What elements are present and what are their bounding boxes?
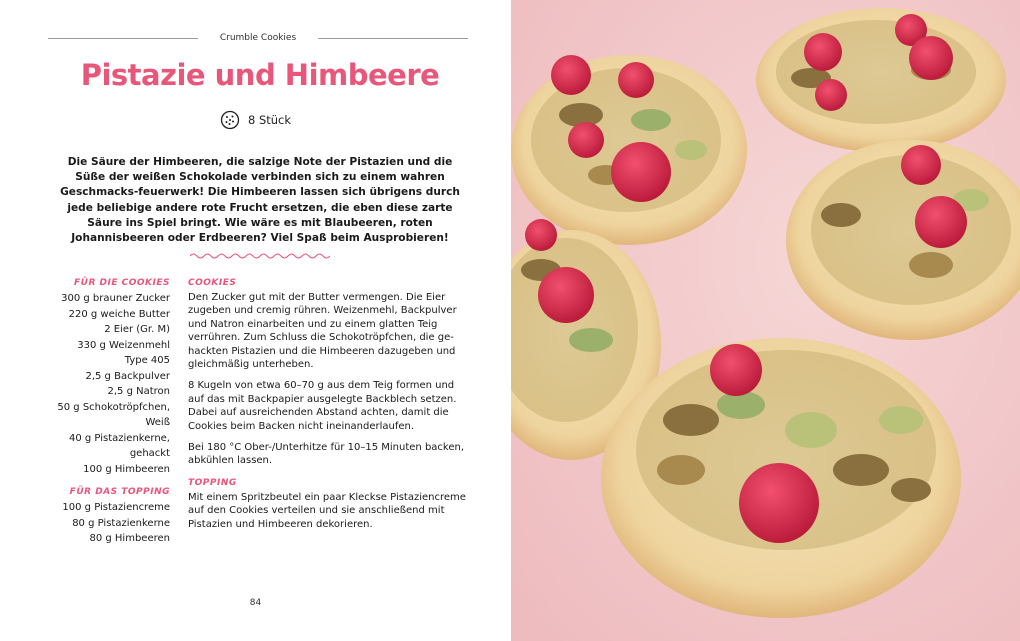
- ingredients-topping-heading: FÜR DAS TOPPING: [69, 487, 170, 497]
- method-topping-heading: TOPPING: [188, 477, 237, 488]
- ingredient-item: 2,5 g Natron: [107, 386, 170, 397]
- ingredient-item: 80 g Himbeeren: [89, 533, 170, 544]
- method-step: Den Zucker gut mit der Butter vermengen. Die Eier zugeben und cremig rühren. Weizenmehl, Backpulver und Natron einarbeiten und zu einem glatten Teig verrühren. Zum Schluss die Schokotröpfchen, die ge-hackten Pistazien und die Himbeeren dazugeben und gleichmäßig unterheben.: [188, 292, 457, 371]
- recipe-title: Pistazie und Himbeere: [80, 58, 440, 92]
- ingredient-item: 220 g weiche Butter: [68, 308, 170, 320]
- right-page-photo: [511, 0, 1020, 641]
- ingredient-item: 40 g Pistazienkerne,: [69, 432, 170, 444]
- ingredients-cookies: [48, 291, 170, 477]
- page-number: 84: [249, 598, 262, 608]
- running-head-rule-right: [318, 38, 468, 39]
- method-step: Mit einem Spritzbeutel ein paar Kleckse Pistaziencreme auf den Cookies verteilen und sie anschließend mit Pistazien und Himbeeren dekorieren.: [188, 491, 466, 530]
- cookie-top-left: [511, 55, 747, 245]
- intro-text: Die Säure der Himbeeren, die salzige Note der Pistazien und die Süße der weißen Schokolade verbinden sich zu einem wahren Geschmacks-feuerwerk! Die Himbeeren lassen sich übrigens durch jede beliebige andere rote Frucht ersetzen, die eben diese zarte Säure ins Spiel bringt. Wie wäre es mit Blaubeeren, roten Johannisbeeren oder Erdbeeren? Viel Spaß beim Ausprobieren!: [60, 156, 460, 245]
- ingredient-item: 100 g Himbeeren: [83, 463, 170, 475]
- ingredient-item: 330 g Weizenmehl: [77, 339, 170, 351]
- wave-divider: [190, 252, 330, 260]
- yield-info: [0, 110, 511, 130]
- running-head: [48, 30, 468, 46]
- running-head-rule-left: [48, 38, 198, 39]
- ingredient-item: 2,5 g Backpulver: [85, 370, 170, 382]
- ingredient-item: 100 g Pistaziencreme: [62, 502, 170, 513]
- ingredient-item: 80 g Pistazienkerne: [72, 517, 170, 529]
- ingredients-topping: [48, 500, 170, 547]
- running-head-label: Crumble Cookies: [219, 33, 297, 43]
- method-step: Bei 180 °C Ober-/Unterhitze für 10–15 Minuten backen, abkühlen lassen.: [188, 442, 465, 467]
- method-section: [188, 278, 468, 539]
- ingredient-item: gehackt: [129, 448, 170, 459]
- ingredient-item: 2 Eier (Gr. M): [104, 324, 170, 335]
- ingredient-item: 300 g brauner Zucker: [61, 293, 170, 304]
- method-step: 8 Kugeln von etwa 60–70 g aus dem Teig formen und auf das mit Backpapier ausgelegte Backblech setzen. Dabei auf ausreichenden Abstand achten, damit die Cookies beim Backen nicht ineinanderlaufen.: [188, 380, 457, 432]
- ingredients-cookies-heading: FÜR DIE COOKIES: [74, 278, 170, 288]
- method-cookies-heading: COOKIES: [188, 278, 237, 288]
- yield-text: 8 Stück: [247, 113, 292, 127]
- cookie-front: [601, 338, 961, 618]
- ingredient-item: Type 405: [124, 355, 170, 366]
- cookie-icon: [220, 110, 240, 130]
- cookie-top-right: [756, 8, 1006, 152]
- ingredient-item: Weiß: [145, 417, 170, 428]
- ingredient-item: 50 g Schokotröpfchen,: [57, 401, 170, 413]
- ingredients-list: [48, 278, 170, 547]
- cookies-photo: [511, 0, 1020, 641]
